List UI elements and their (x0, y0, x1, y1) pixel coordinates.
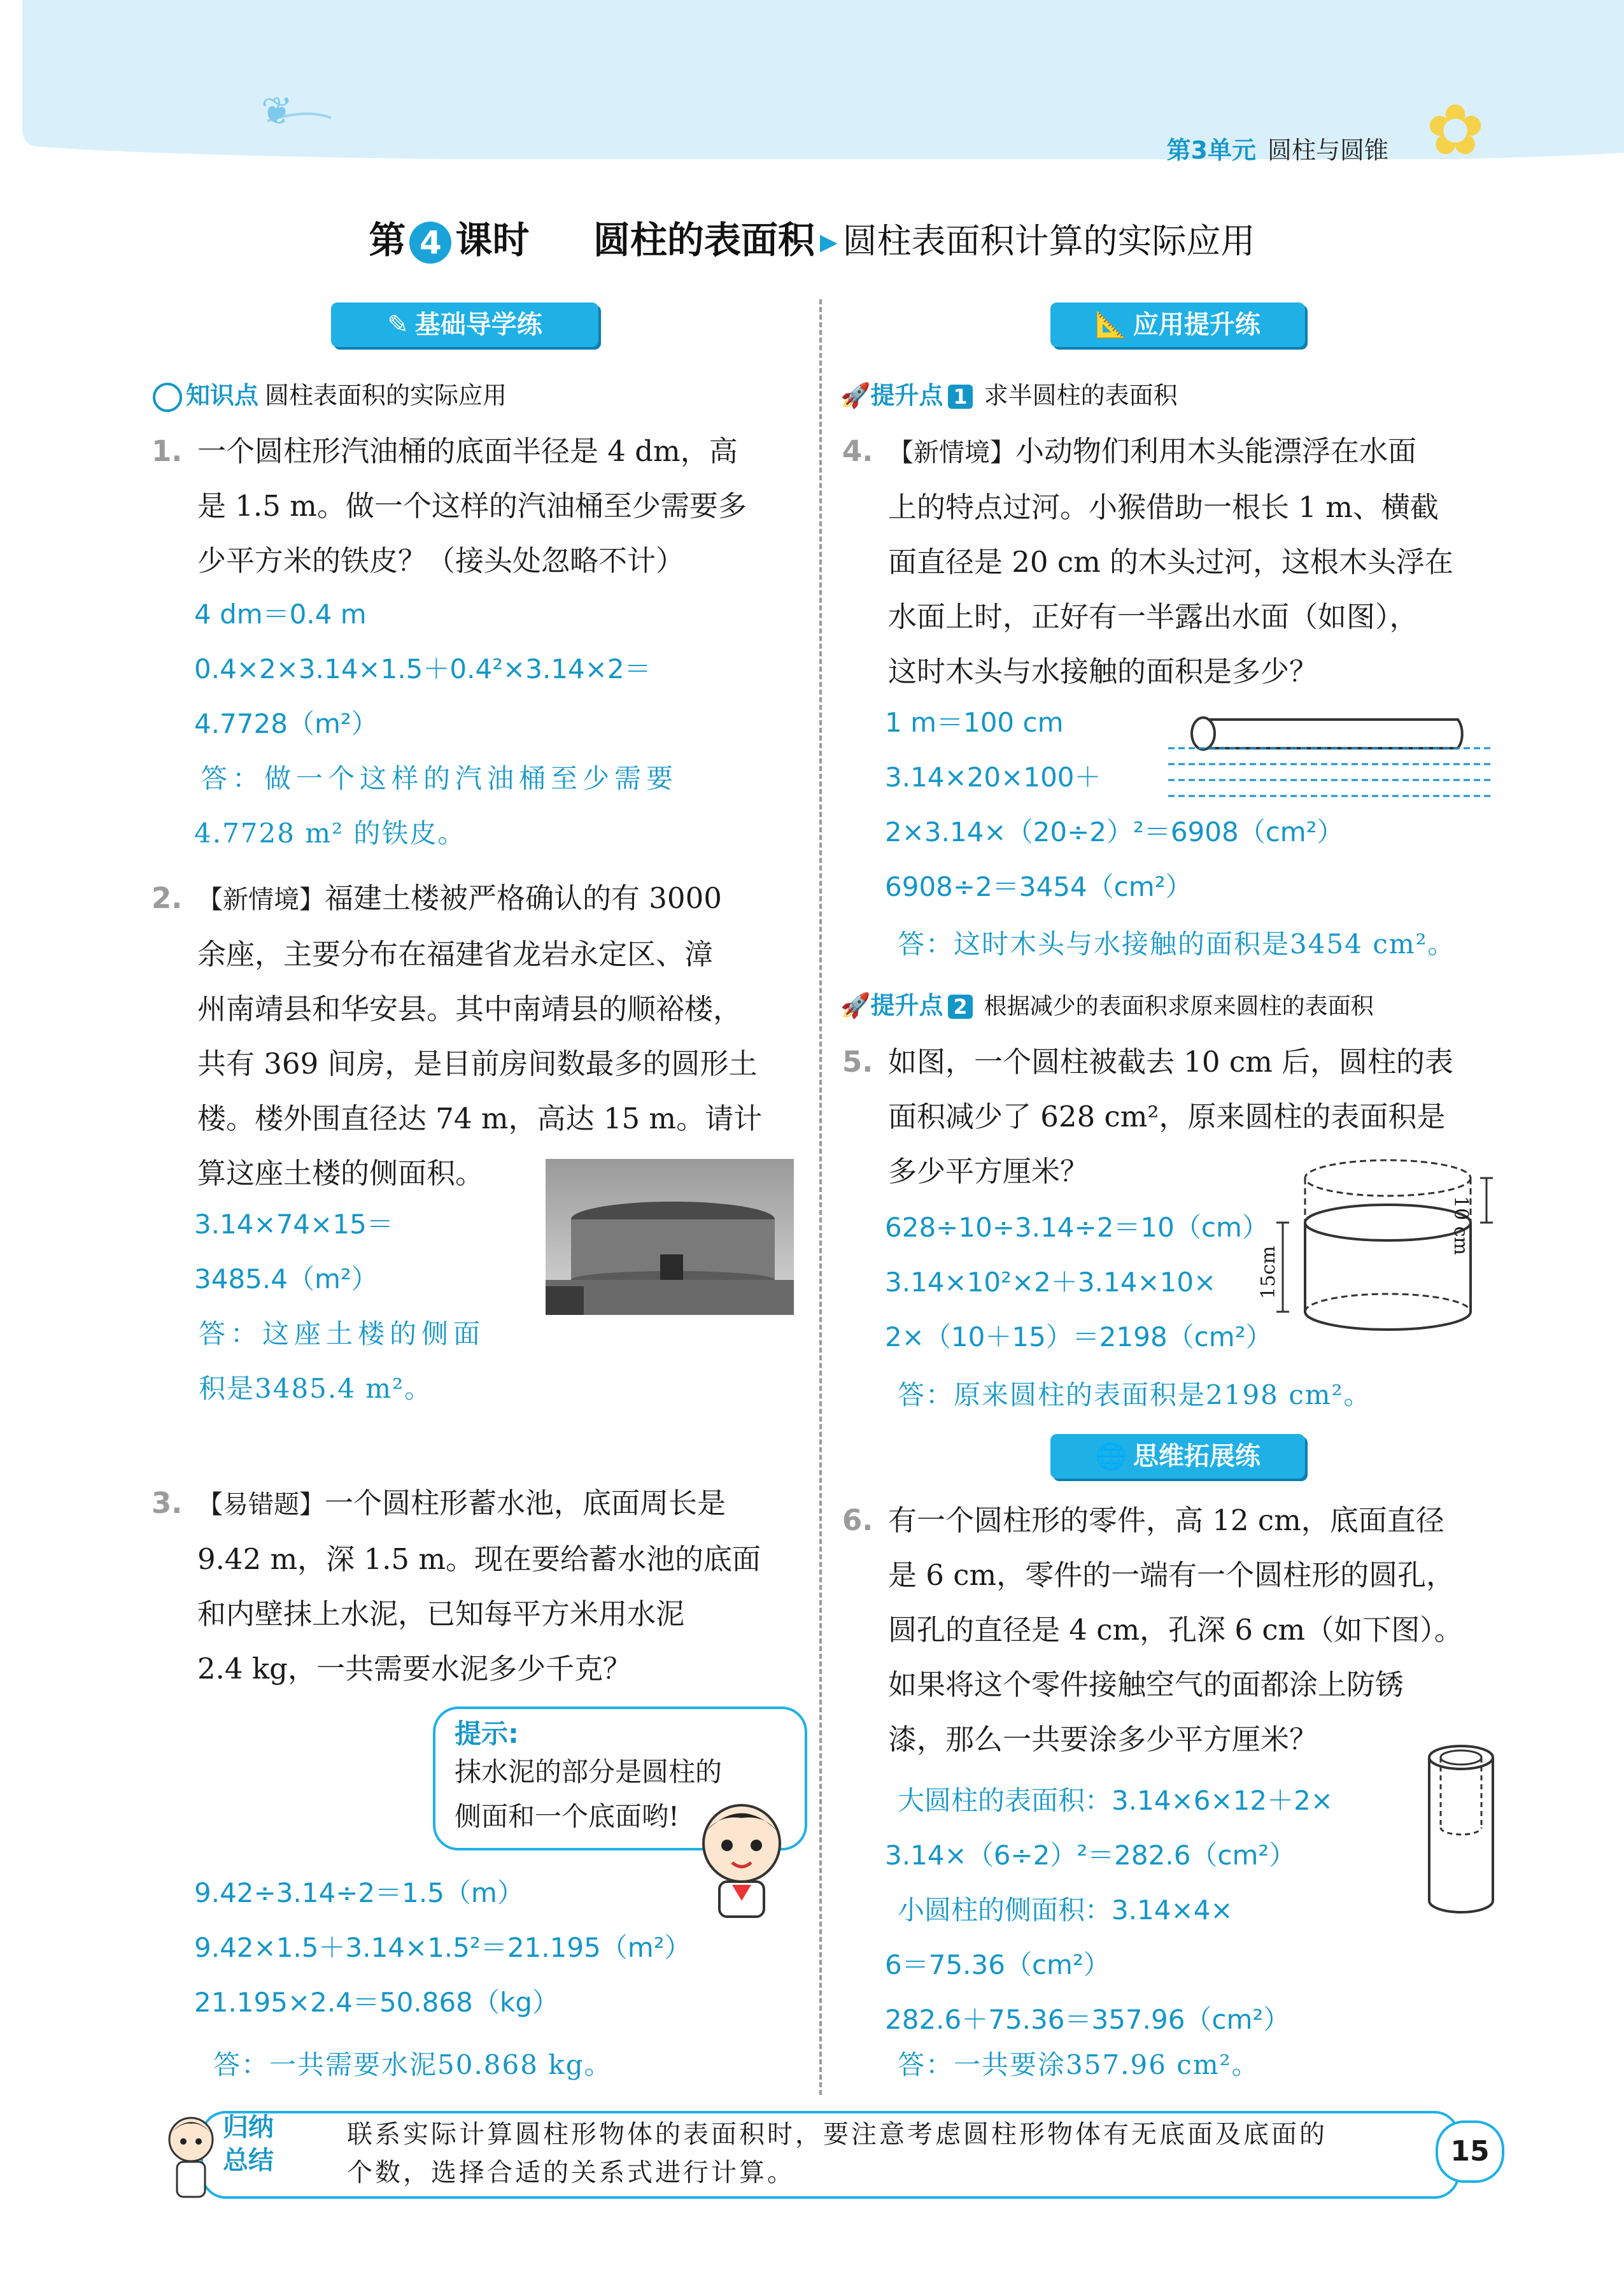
knowledge-point: 知识点 圆柱表面积的实际应用 (153, 376, 507, 412)
question-6: 6. 有一个圆柱形的零件，高 12 cm，底面直径 是 6 cm，零件的一端有一个圆柱形的圆孔， 圆孔的直径是 4 cm，孔深 6 cm（如下图）。 如果将这个零件接触空气的面都涂上防锈 漆，那么一共要涂多少平方厘米？ (842, 1503, 1463, 1756)
hint-bubble: 提示: 抹水泥的部分是圆柱的 侧面和一个底面哟! (433, 1707, 807, 1850)
compass-icon: ✎ (387, 310, 409, 339)
globe-icon: 🌐 (1095, 1442, 1127, 1471)
improvement-point-2: 🚀提升点 2 根据减少的表面积求原来圆柱的表面积 (840, 991, 1374, 1019)
page-number: 15 (1436, 2120, 1504, 2183)
boy-mascot-icon (688, 1796, 796, 1923)
answer-1-final: 答：做一个这样的汽油桶至少需要 4.7728 m² 的铁皮。 (194, 763, 679, 849)
question-3: 3. 【易错题】一个圆柱形蓄水池，底面周长是 9.42 m，深 1.5 m。现在要给蓄水池的底面 和内壁抹上水泥，已知每平方米用水泥 2.4 kg，一共需要水泥多少千克？ (152, 1486, 761, 1686)
summary-text: 联系实际计算圆柱形物体的表面积时，要注意考虑圆柱形物体有无底面及底面的 个数，选择合适的关系式进行计算。 (347, 2120, 1327, 2187)
lesson-title: 第 4 课时 圆柱的表面积 ▶ 圆柱表面积计算的实际应用 (0, 210, 1624, 264)
question-4: 4. 【新情境】小动物们利用木头能漂浮在水面 上的特点过河。小猴借助一根长 1 m、横截 面直径是 20 cm 的木头过河，这根木头浮在 水面上时，正好有一半露出水面（如图）， 这时木头与水接触的面积是多少？ (842, 434, 1454, 688)
improvement-point-1: 🚀提升点 1 求半圆柱的表面积 (840, 381, 1178, 409)
question-1: 1. 一个圆柱形汽油桶的底面半径是 4 dm，高 是 1.5 m。做一个这样的汽油桶至少需要多 少平方米的铁皮？（接头处忽略不计） (152, 434, 747, 578)
hollow-cylinder-figure (1413, 1738, 1509, 1923)
answer-1: 4 dm＝0.4 m 0.4×2×3.14×1.5＋0.4²×3.14×2＝ 4.7728（m²） (194, 599, 651, 739)
ruler-icon: 📐 (1095, 310, 1127, 339)
summary-badge: 归纳 总结 (223, 2113, 274, 2175)
answer-6: 大圆柱的表面积：3.14×6×12＋2× 3.14×（6÷2）²＝282.6（cm²） 小圆柱的侧面积：3.14×4× 6＝75.36（cm²） 282.6＋75.36＝357.96（cm²） (885, 1785, 1333, 2035)
answer-5-final: 答：原来圆柱的表面积是2198 cm²。 (898, 1379, 1372, 1410)
dim-label-15cm: 15cm (1257, 1246, 1280, 1299)
question-2: 2. 【新情境】福建土楼被严格确认的有 3000 余座，主要分布在福建省龙岩永定区、漳 州南靖县和华安县。其中南靖县的顺裕楼， 共有 369 间房，是目前房间数最多的圆形土 楼。楼外围直径达 74 m，高达 15 m。请计 算这座土楼的侧面积。 (152, 881, 763, 1190)
rocket-icon: 🚀 (840, 381, 871, 409)
column-divider (819, 299, 822, 2095)
answer-2: 3.14×74×15＝ 3485.4（m²） (194, 1209, 393, 1295)
answer-6-final: 答：一共要涂357.96 cm²。 (898, 2049, 1260, 2080)
sunflower-icon: ✿ (1426, 89, 1485, 171)
target-icon (153, 383, 182, 412)
section-banner-extension: 🌐 思维拓展练 (1050, 1434, 1305, 1479)
answer-4-final: 答：这时木头与水接触的面积是3454 cm²。 (898, 928, 1456, 960)
section-banner-basic: ✎ 基础导学练 (331, 302, 598, 347)
dim-label-10cm: 10 cm (1450, 1196, 1472, 1255)
butterfly-icon: ❦ (261, 89, 293, 134)
answer-4: 1 m＝100 cm 3.14×20×100＋ 2×3.14×（20÷2）²＝6908（cm²） 6908÷2＝3454（cm²） (885, 707, 1344, 902)
section-banner-advanced: 📐 应用提升练 (1050, 302, 1305, 347)
answer-3: 9.42÷3.14÷2＝1.5（m） 9.42×1.5＋3.14×1.5²＝21.195（m²） 21.195×2.4＝50.868（kg） (194, 1877, 691, 2018)
answer-2-final: 答：这座土楼的侧面 积是3485.4 m²。 (199, 1318, 486, 1404)
question-5: 5. 如图，一个圆柱被截去 10 cm 后，圆柱的表 面积减少了 628 cm²，原来圆柱的表面积是 多少平方厘米？ (842, 1045, 1454, 1188)
unit-label: 第3单元 圆柱与圆锥 (1166, 136, 1388, 164)
answer-3-final: 答：一共需要水泥50.868 kg。 (213, 2049, 612, 2080)
rocket-icon: 🚀 (840, 991, 871, 1019)
summary-mascot-icon (166, 2111, 216, 2200)
answer-5: 628÷10÷3.14÷2＝10（cm） 3.14×10²×2＋3.14×10× 2×（10＋15）＝2198（cm²） (885, 1212, 1273, 1352)
tulou-photo (546, 1159, 794, 1315)
